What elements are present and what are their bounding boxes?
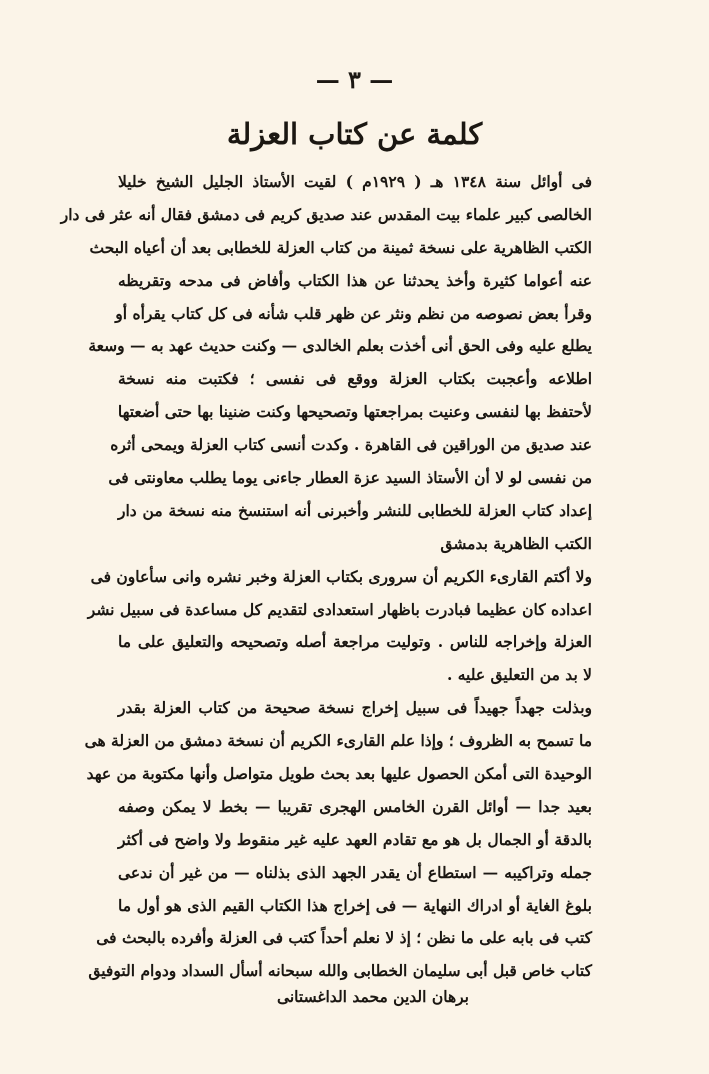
text-line: الخالصى كبير علماء بيت المقدس عند صديق كريم فى دمشق فقال أنه عثر فى دار bbox=[60, 204, 592, 224]
text-line: من نفسى لو لا أن الأستاذ السيد عزة العطار جاءنى يوما يطلب معاونتى فى bbox=[108, 468, 592, 488]
text-line: جمله وتراكيبه — استطاع أن يقدر الجهد الذى بذلناه — من غير أن ندعى bbox=[118, 862, 592, 882]
text-line: عند صديق من الوراقين فى القاهرة . وكدت أنسى كتاب العزلة ويمحى أثره bbox=[110, 435, 592, 455]
page-title: كلمة عن كتاب العزلة bbox=[226, 117, 483, 151]
body-text bbox=[60, 166, 592, 988]
text-line: ما تسمح به الظروف ؛ وإذا علم القارىء الكريم أن نسخة دمشق من العزلة هى bbox=[84, 731, 592, 751]
text-line: ولا أكتم القارىء الكريم أن سرورى بكتاب العزلة وخبر نشره وانى سأعاون فى bbox=[90, 566, 592, 586]
text-line: وبذلت جهداً جهيداً فى سبيل إخراج نسخة صحيحة من كتاب العزلة بقدر bbox=[118, 698, 592, 718]
text-line: لا بد من التعليق عليه . bbox=[446, 665, 592, 685]
text-line: العزلة وإخراجه للناس . وتوليت مراجعة أصله وتصحيحه والتعليق على ما bbox=[118, 632, 592, 652]
text-line: كتب فى بابه على ما نظن ؛ إذ لا نعلم أحداً كتب فى العزلة وأفرده بالبحث فى bbox=[96, 928, 592, 948]
text-line: الكتب الظاهرية على نسخة ثمينة من كتاب العزلة للخطابى بعد أن أعياه البحث bbox=[89, 237, 592, 257]
author-signature: برهان الدين محمد الداغستانى bbox=[276, 987, 469, 1006]
text-line: عنه أعواما كثيرة وأخذ يحدثنا عن هذا الكتاب وأفاض فى مدحه وتقريظه bbox=[118, 270, 592, 290]
text-line: الكتب الظاهرية بدمشق bbox=[440, 533, 592, 553]
text-line: اعداده كان عظيما فبادرت باظهار استعدادى لتقديم كل مساعدة فى سبيل نشر bbox=[87, 599, 592, 619]
text-line: الوحيدة التى أمكن الحصول عليها بعد بحث طويل متواصل وأنها مكتوبة من عهد bbox=[86, 764, 592, 784]
text-line: لأحتفظ بها لنفسى وعنيت بمراجعتها وتصحيحها وكنت ضنينا بها حتى أضعتها bbox=[117, 402, 592, 422]
text-line: يطلع عليه وفى الحق أنى أخذت بعلم الخالدى — وكنت حديث عهد به — وسعة bbox=[88, 336, 592, 356]
text-line: بلوغ الغاية أو ادراك النهاية — فى إخراج هذا الكتاب القيم الذى هو أول ما bbox=[118, 895, 592, 915]
text-line: فى أوائل سنة ١٣٤٨ هـ ( ١٩٢٩م ) لقيت الأستاذ الجليل الشيخ خليلا bbox=[118, 172, 592, 191]
text-line: كتاب خاص قبل أبى سليمان الخطابى والله سبحانه أسأل السداد ودوام التوفيق bbox=[88, 961, 592, 981]
text-line: بالدقة أو الجمال بل هو مع تقادم العهد عليه غير منقوط ولا واضح فى أكثر bbox=[118, 829, 592, 849]
text-line: وقرأ بعض نصوصه من نظم ونثر عن ظهر قلب شأنه فى كل كتاب يقرأه أو bbox=[115, 303, 592, 323]
text-line: اطلاعه وأعجبت بكتاب العزلة ووقع فى نفسى ؛ فكتبت منه نسخة bbox=[118, 369, 592, 389]
text-line: إعداد كتاب العزلة للخطابى للنشر وأخبرنى أنه استنسخ منه نسخة من دار bbox=[118, 500, 592, 520]
text-line: بعيد جدا — أوائل القرن الخامس الهجرى تقريبا — بخط لا يمكن وصفه bbox=[118, 796, 592, 816]
page-number: — ٣ — bbox=[315, 65, 394, 94]
